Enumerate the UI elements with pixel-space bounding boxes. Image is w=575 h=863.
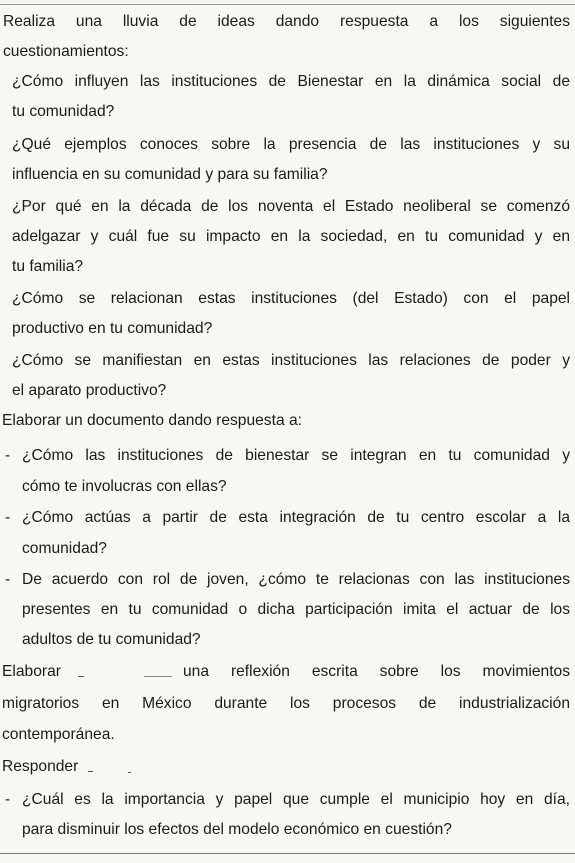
section2-heading: Elaborar un documento dando respuesta a: (2, 412, 302, 429)
question-5-line-1: ¿Cómo se manifiestan en estas instituciones las relaciones de poder y (12, 352, 570, 369)
smudge-mark (78, 676, 84, 677)
question-3-line-1: ¿Por qué en la década de los noventa el Estado neoliberal se comenzó (12, 198, 570, 215)
list-item-4-line-2: para disminuir los efectos del modelo económico en cuestión? (22, 821, 452, 838)
section3-line-3: contemporánea. (2, 726, 115, 743)
list-item-3-line-3: adultos de tu comunidad? (22, 631, 201, 648)
bullet-dash: - (5, 791, 11, 808)
list-item-4-line-1: ¿Cuál es la importancia y papel que cumple el municipio hoy en día, (22, 791, 570, 808)
smudge-mark (88, 771, 93, 772)
section3-lead: Elaborar (2, 663, 61, 680)
bullet-dash: - (5, 509, 11, 526)
list-item-1-line-1: ¿Cómo las instituciones de bienestar se integran en tu comunidad y (22, 447, 570, 464)
list-item-2-line-2: comunidad? (22, 540, 107, 557)
bullet-dash: - (5, 571, 11, 588)
list-item-3-line-1: De acuerdo con rol de joven, ¿cómo te relacionas con las instituciones (22, 571, 570, 588)
smudge-mark (144, 676, 172, 677)
list-item-3-line-2: presentes en tu comunidad o dicha participación imita el actuar de los (22, 601, 570, 618)
question-5-line-2: el aparato productivo? (12, 382, 167, 399)
question-2-line-2: influencia en su comunidad y para su familia? (12, 166, 328, 183)
intro-line-1: Realiza una lluvia de ideas dando respuesta a los siguientes (3, 13, 570, 30)
question-4-line-1: ¿Cómo se relacionan estas instituciones (del Estado) con el papel (12, 290, 570, 307)
question-3-line-2: adelgazar y cuál fue su impacto en la sociedad, en tu comunidad y en (12, 228, 570, 245)
section4-heading: Responder (2, 758, 79, 775)
section3-line-1: una reflexión escrita sobre los movimientos (183, 663, 570, 680)
list-item-1-line-2: cómo te involucras con ellas? (22, 478, 227, 495)
question-1-line-1: ¿Cómo influyen las instituciones de Bienestar en la dinámica social de (12, 73, 570, 90)
bottom-rule (0, 853, 575, 854)
list-item-2-line-1: ¿Cómo actúas a partir de esta integración de tu centro escolar a la (22, 509, 570, 526)
smudge-mark (128, 772, 131, 773)
intro-line-2: cuestionamientos: (3, 43, 129, 60)
question-4-line-2: productivo en tu comunidad? (12, 320, 213, 337)
bullet-dash: - (5, 447, 11, 464)
top-rule (0, 4, 575, 5)
question-2-line-1: ¿Qué ejemplos conoces sobre la presencia de las instituciones y su (12, 136, 570, 153)
question-1-line-2: tu comunidad? (12, 103, 115, 120)
question-3-line-3: tu familia? (12, 258, 84, 275)
section3-line-2: migratorios en México durante los procesos de industrialización (2, 695, 570, 712)
